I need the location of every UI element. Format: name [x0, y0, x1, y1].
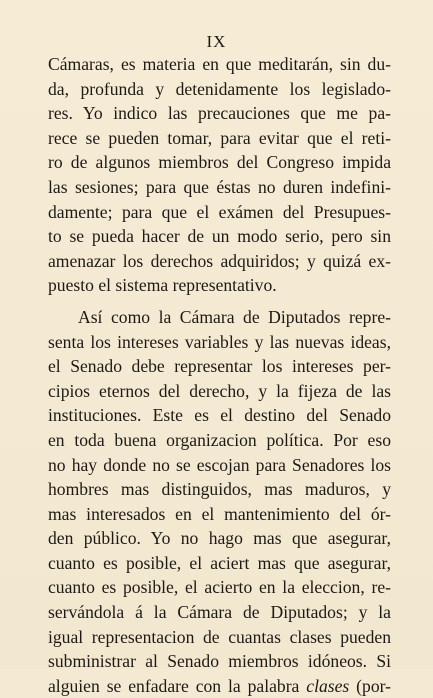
- text-line: senta los intereses variables y las nuevas ideas,: [48, 331, 391, 352]
- text-line: res. Yo indico las precauciones que me pa-: [48, 103, 391, 124]
- text-line: subministrar al Senado miembros idóneos. Si: [48, 651, 391, 672]
- text-line: mas interesados en el mantenimiento del ór-: [48, 503, 391, 524]
- text-line: da, profunda y detenidamente los legislado-: [48, 78, 391, 99]
- page-number: IX: [206, 32, 227, 51]
- text-line: hombres mas distinguidos, mas maduros, y: [48, 479, 391, 500]
- text-line: puesto el sistema representativo.: [48, 275, 277, 296]
- text-line: el Senado debe representar los intereses per-: [48, 356, 391, 377]
- text-line: las sesiones; para que éstas no duren indefini-: [48, 176, 391, 197]
- text-line: cuanto es posible, el aciert mas que asegurar,: [48, 552, 391, 573]
- text-line: to se pueda hacer de un modo serio, pero sin: [48, 226, 391, 247]
- last-line-trail: (por-: [349, 675, 392, 696]
- text-line: den público. Yo no hago mas que asegurar,: [48, 528, 391, 549]
- last-line-lead: alguien se enfadare con la palabra: [48, 675, 307, 696]
- text-line: instituciones. Este es el destino del Senado: [48, 405, 391, 426]
- text-line: rece se pueden tomar, para evitar que el reti-: [48, 127, 391, 148]
- text-line: cipios eternos del derecho, y la fijeza de las: [48, 380, 391, 401]
- text-line: igual representacion de cuantas clases pueden: [48, 626, 391, 647]
- italic-word: clases: [306, 675, 350, 696]
- text-line: ro de algunos miembros del Congreso impida: [48, 152, 391, 173]
- body-text: [48, 52, 391, 698]
- text-line: Así como la Cámara de Diputados repre-: [78, 306, 391, 327]
- text-line: Cámaras, es materia en que meditarán, sin du-: [48, 54, 391, 74]
- paragraph-1: [48, 52, 391, 298]
- paragraph-2: [48, 305, 391, 698]
- text-line: damente; para que el exámen del Presupues-: [48, 201, 391, 222]
- text-line: amenazar los derechos adquiridos; y quizá ex-: [48, 250, 391, 271]
- text-line-last: [48, 674, 391, 698]
- text-line: cuanto es posible, el acierto en la eleccion, re-: [48, 577, 391, 598]
- text-line: en toda buena organizacion política. Por eso: [48, 429, 391, 450]
- text-line: servándola á la Cámara de Diputados; y la: [48, 602, 391, 623]
- text-line: no hay donde no se escojan para Senadores los: [48, 454, 391, 475]
